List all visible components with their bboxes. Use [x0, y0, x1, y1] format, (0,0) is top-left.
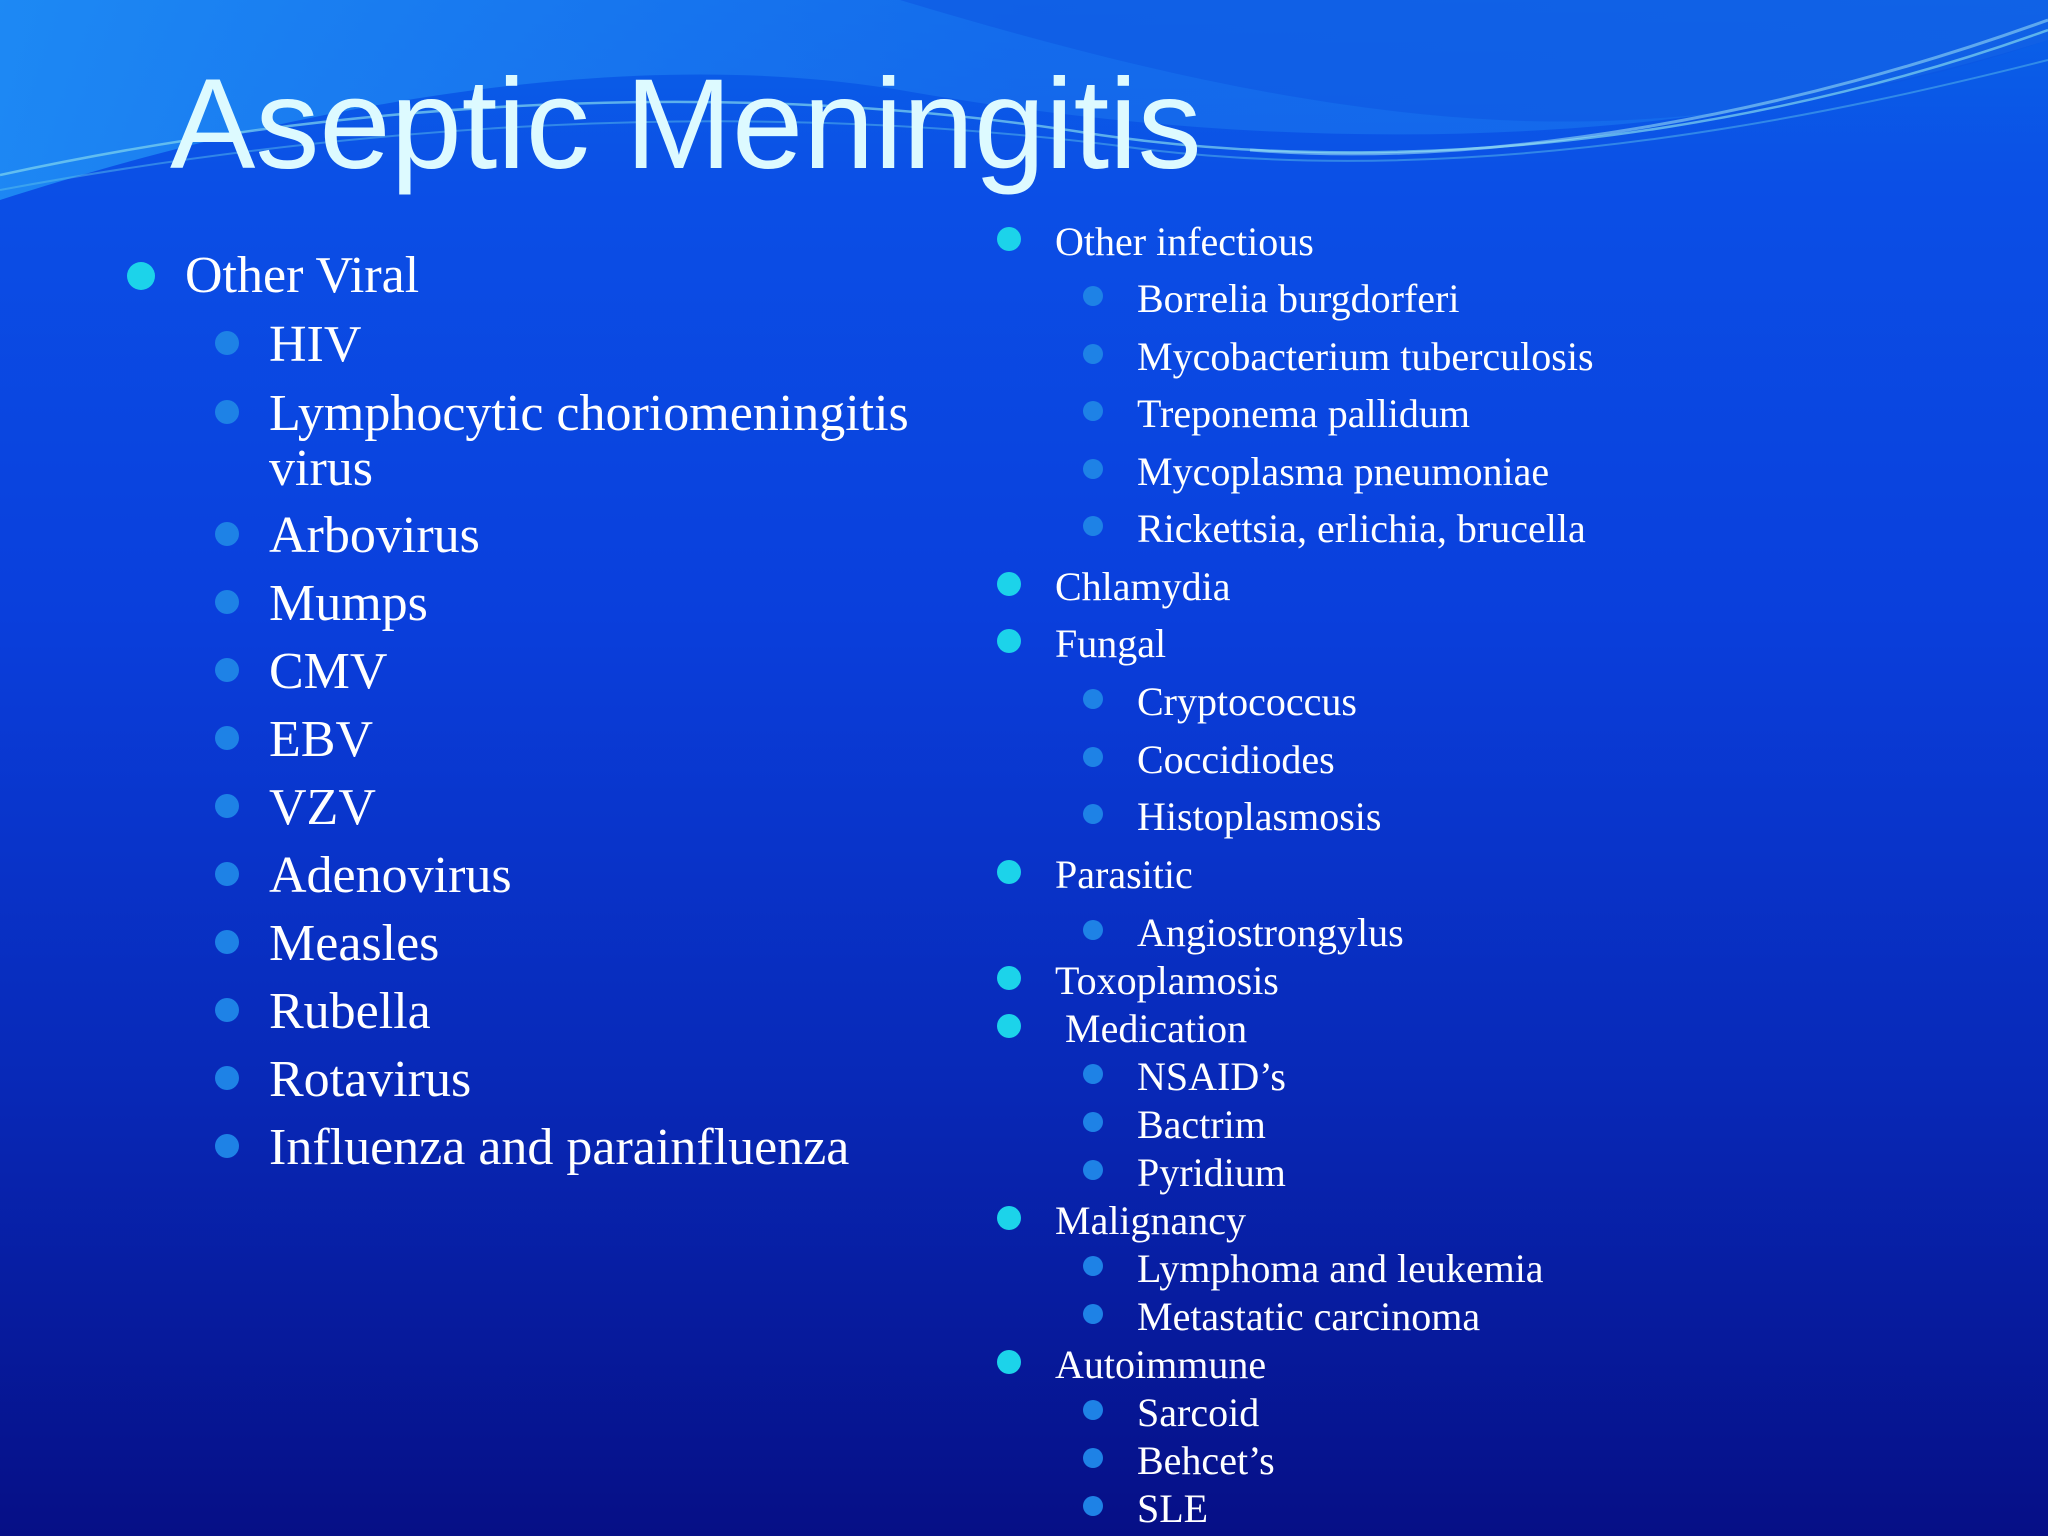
- sub-bullet-text: Metastatic carcinoma: [1137, 1294, 1481, 1339]
- level1-bullet-icon: [997, 1350, 1021, 1374]
- level2-bullet-icon: [1083, 804, 1103, 824]
- sub-bullet-text: Treponema pallidum: [1137, 391, 1470, 436]
- sub-bullet-text: Lymphocytic choriomeningitis: [269, 385, 909, 442]
- bullet-text: Chlamydia: [1055, 564, 1231, 609]
- level2-bullet-icon: [215, 794, 239, 818]
- bullet-text: Autoimmune: [1055, 1342, 1267, 1387]
- level2-bullet-icon: [1083, 1496, 1103, 1516]
- level2-bullet-icon: [215, 590, 239, 614]
- level1-bullet-icon: [997, 629, 1021, 653]
- level2-bullet-icon: [215, 930, 239, 954]
- level2-bullet-icon: [1083, 1400, 1103, 1420]
- level2-bullet-icon: [215, 726, 239, 750]
- sub-bullet-text: Borrelia burgdorferi: [1137, 276, 1460, 321]
- level2-bullet-icon: [1083, 920, 1103, 940]
- sub-bullet-text: SLE: [1137, 1486, 1209, 1531]
- level2-bullet-icon: [215, 522, 239, 546]
- slide-title: Aseptic Meningitis: [170, 53, 1202, 196]
- sub-bullet-text: Angiostrongylus: [1137, 910, 1404, 955]
- sub-bullet-text: CMV: [269, 643, 388, 700]
- sub-bullet-text: HIV: [269, 316, 362, 373]
- sub-bullet-text: Coccidiodes: [1137, 737, 1335, 782]
- sub-bullet-text: Rotavirus: [269, 1051, 472, 1108]
- level2-bullet-icon: [1083, 1448, 1103, 1468]
- level2-bullet-icon: [1083, 747, 1103, 767]
- sub-bullet-text: Adenovirus: [269, 847, 512, 904]
- level2-bullet-icon: [215, 658, 239, 682]
- sub-bullet-text: Lymphoma and leukemia: [1137, 1246, 1544, 1291]
- level1-bullet-icon: [997, 966, 1021, 990]
- bullet-text: Parasitic: [1055, 852, 1193, 897]
- sub-bullet-text: NSAID’s: [1137, 1054, 1286, 1099]
- sub-bullet-text: Arbovirus: [269, 507, 480, 564]
- level2-bullet-icon: [1083, 1112, 1103, 1132]
- level2-bullet-icon: [1083, 401, 1103, 421]
- sub-bullet-text: Cryptococcus: [1137, 679, 1357, 724]
- bullet-text: Other Viral: [185, 247, 420, 304]
- sub-bullet-text: Sarcoid: [1137, 1390, 1260, 1435]
- sub-bullet-text: Mumps: [269, 575, 428, 632]
- level2-bullet-icon: [1083, 1304, 1103, 1324]
- level1-bullet-icon: [997, 572, 1021, 596]
- level1-bullet-icon: [997, 227, 1021, 251]
- bullet-text: Toxoplamosis: [1055, 958, 1279, 1003]
- level2-bullet-icon: [215, 1134, 239, 1158]
- level2-bullet-icon: [215, 1066, 239, 1090]
- level1-bullet-icon: [997, 860, 1021, 884]
- sub-bullet-text: EBV: [269, 711, 373, 768]
- sub-bullet-text: VZV: [269, 779, 376, 836]
- level1-bullet-icon: [997, 1014, 1021, 1038]
- level2-bullet-icon: [1083, 1256, 1103, 1276]
- level2-bullet-icon: [215, 331, 239, 355]
- level2-bullet-icon: [1083, 516, 1103, 536]
- level2-bullet-icon: [1083, 689, 1103, 709]
- sub-bullet-text: Rickettsia, erlichia, brucella: [1137, 506, 1586, 551]
- level1-bullet-icon: [997, 1206, 1021, 1230]
- sub-bullet-text: Pyridium: [1137, 1150, 1286, 1195]
- bullet-text: Malignancy: [1055, 1198, 1247, 1243]
- bullet-text: Other infectious: [1055, 219, 1314, 264]
- bullet-text: Fungal: [1055, 621, 1167, 666]
- sub-bullet-text: Measles: [269, 915, 440, 972]
- level2-bullet-icon: [1083, 459, 1103, 479]
- level2-bullet-icon: [215, 862, 239, 886]
- sub-bullet-text: Behcet’s: [1137, 1438, 1275, 1483]
- bullet-text: Medication: [1055, 1006, 1248, 1051]
- sub-bullet-text: Histoplasmosis: [1137, 794, 1382, 839]
- level2-bullet-icon: [1083, 1064, 1103, 1084]
- sub-bullet-text: Rubella: [269, 983, 431, 1040]
- level2-bullet-icon: [215, 400, 239, 424]
- level2-bullet-icon: [215, 998, 239, 1022]
- sub-bullet-text: Mycoplasma pneumoniae: [1137, 449, 1550, 494]
- level2-bullet-icon: [1083, 1160, 1103, 1180]
- sub-bullet-text: virus: [269, 440, 373, 497]
- level2-bullet-icon: [1083, 344, 1103, 364]
- level2-bullet-icon: [1083, 286, 1103, 306]
- sub-bullet-text: Influenza and parainfluenza: [269, 1119, 850, 1176]
- sub-bullet-text: Bactrim: [1137, 1102, 1266, 1147]
- level1-bullet-icon: [127, 262, 155, 290]
- sub-bullet-text: Mycobacterium tuberculosis: [1137, 334, 1594, 379]
